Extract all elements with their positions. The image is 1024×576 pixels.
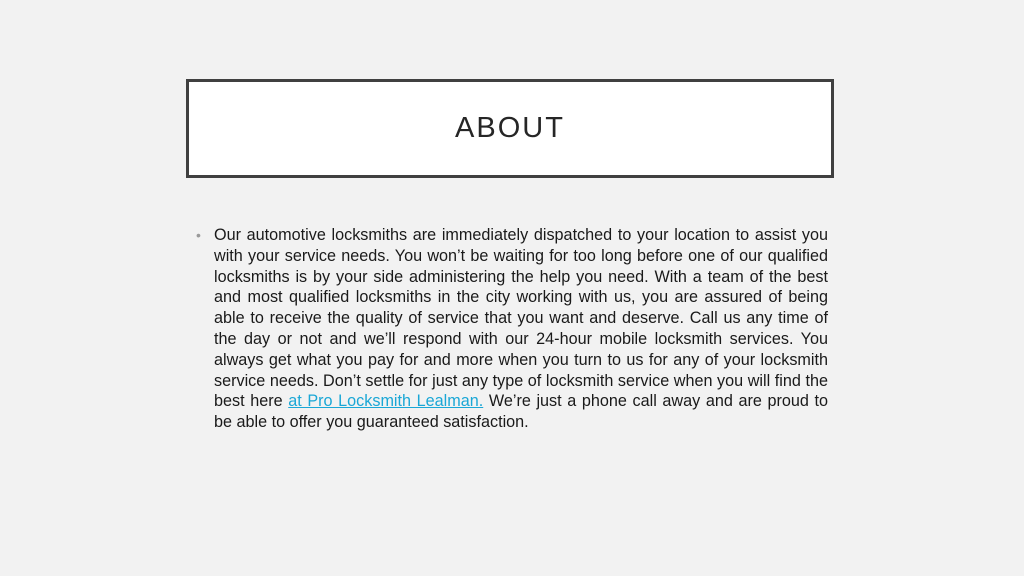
body-text-after-link: We’re just a phone call away and are proud to be able to offer you guaranteed satisfaction. bbox=[214, 392, 828, 432]
bullet-icon: • bbox=[196, 227, 201, 243]
body-paragraph bbox=[214, 225, 828, 433]
body-text-before-link: Our automotive locksmiths are immediately dispatched to your location to assist you with your service needs. You won’t be waiting for too long before one of our qualified locksmiths is by your side administering the help you need. With a team of the best and most qualified locksmiths in the city working with us, you are assured of being able to receive the quality of service that you want and deserve. Call us any time of the day or not and we’ll respond with our 24-hour mobile locksmith services. You always get what you pay for and more when you turn to us for any of your locksmith service needs. Don’t settle for just any type of locksmith service when you will find the best here bbox=[214, 226, 828, 411]
title-box bbox=[186, 79, 834, 178]
pro-locksmith-link[interactable]: at Pro Locksmith Lealman. bbox=[288, 392, 484, 411]
slide-title: ABOUT bbox=[455, 112, 565, 144]
bullet-item bbox=[196, 225, 832, 433]
slide-body bbox=[196, 225, 832, 433]
